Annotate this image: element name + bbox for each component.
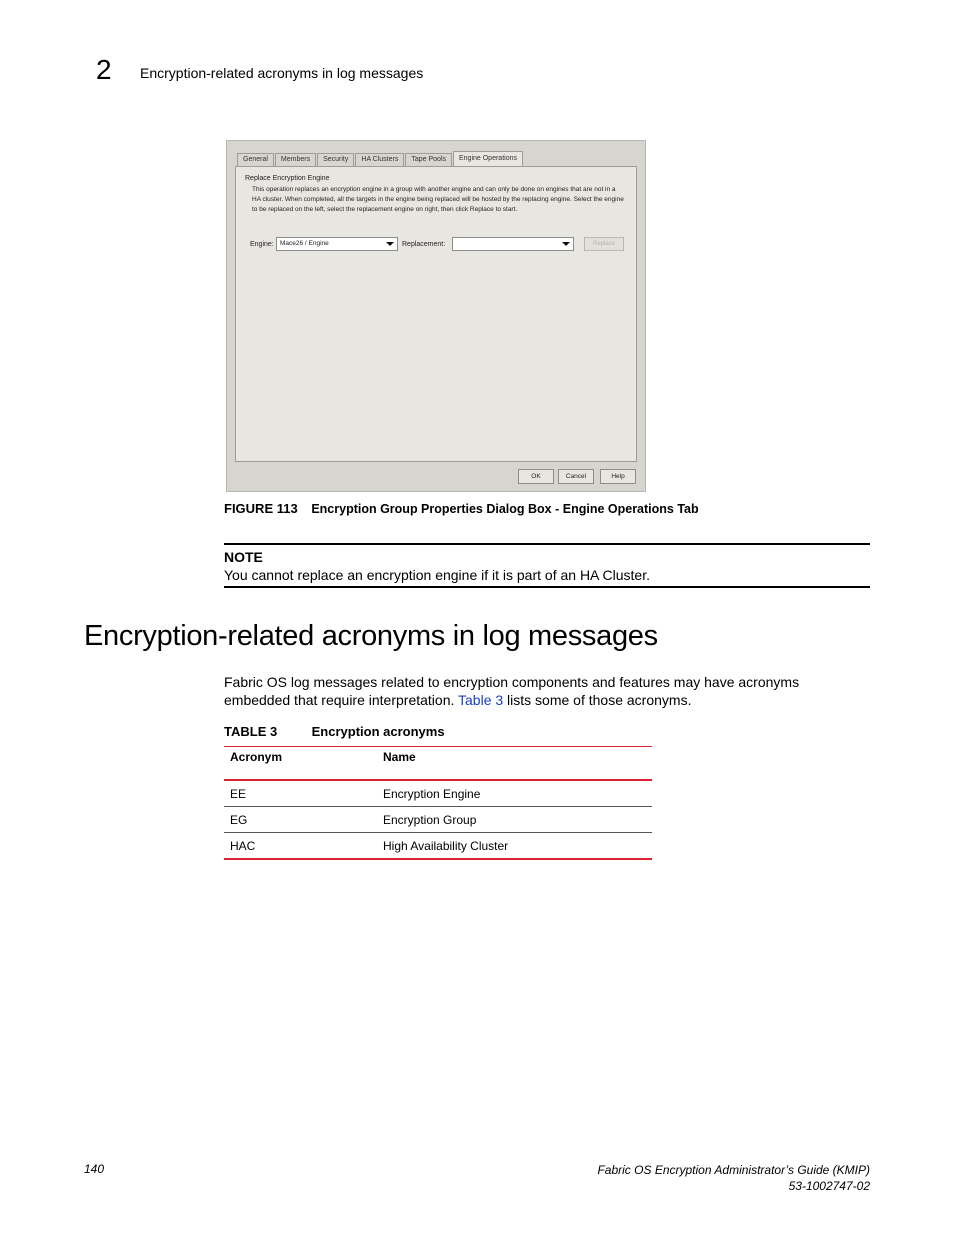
acronym-cell: HAC [230,838,256,853]
name-cell: High Availability Cluster [383,838,509,853]
table-caption-text: Encryption acronyms [311,724,445,739]
help-button[interactable]: Help [600,469,636,484]
engine-operations-panel [235,166,637,462]
replacement-dropdown[interactable] [452,237,574,251]
replace-engine-instructions: This operation replaces an encryption engine in a group with another engine and can only be done on engines that are not in a HA cluster. When completed, all the targets in the engine being replaced will be hosted by the replacing engine. Select the engine to be replaced on the left, select the replacement engine on right, then click Replace to start. [252,186,624,213]
engine-label: Engine: [250,241,274,248]
figure-caption [224,501,699,516]
chevron-down-icon [386,242,394,246]
chevron-down-icon [562,242,570,246]
note-label: NOTE [224,549,263,565]
tab-ha-clusters[interactable]: HA Clusters [355,153,404,166]
tab-tape-pools[interactable]: Tape Pools [405,153,452,166]
tab-general[interactable]: General [237,153,274,166]
page-number: 140 [84,1162,105,1176]
engine-dropdown[interactable] [276,237,398,251]
table-label: TABLE 3 [224,724,278,739]
tab-engine-operations[interactable]: Engine Operations [453,151,523,166]
intro-text-end: lists some of those acronyms. [503,692,692,708]
doc-number: 53-1002747-02 [788,1179,870,1193]
table-row [224,833,652,860]
acronym-cell: EG [230,812,248,827]
doc-title: Fabric OS Encryption Administrator’s Guide (KMIP) [597,1163,870,1177]
figure-label: FIGURE 113 [224,501,298,516]
intro-paragraph [224,673,854,709]
engine-dropdown-value: Mace26 / Engine [280,240,329,247]
figure-caption-text: Encryption Group Properties Dialog Box - Engine Operations Tab [311,502,699,516]
table-row [224,807,652,833]
note-box [224,543,870,588]
table-header-row [224,747,652,781]
intro-text: Fabric OS log messages related to encryption components and features may have acronyms embedded that require interpretation. [224,674,800,708]
tab-strip [237,151,524,167]
replace-button[interactable]: Replace [584,237,624,251]
table-3-link[interactable]: Table 3 [458,692,504,708]
encryption-group-properties-dialog [226,140,646,492]
acronym-cell: EE [230,786,247,801]
column-header-name: Name [383,750,416,764]
replacement-label: Replacement: [402,241,446,248]
tab-security[interactable]: Security [317,153,354,166]
table-caption [224,724,445,739]
column-header-acronym: Acronym [230,750,283,764]
acronyms-table [224,746,652,860]
section-heading: Encryption-related acronyms in log messages [84,620,658,652]
name-cell: Encryption Group [383,812,477,827]
cancel-button[interactable]: Cancel [558,469,594,484]
note-text: You cannot replace an encryption engine if it is part of an HA Cluster. [224,567,650,583]
replace-engine-section-title: Replace Encryption Engine [245,175,330,182]
chapter-number: 2 [96,54,112,85]
ok-button[interactable]: OK [518,469,554,484]
running-head: Encryption-related acronyms in log messages [140,65,424,81]
name-cell: Encryption Engine [383,786,481,801]
table-row [224,780,652,807]
footer-doc-info [597,1162,870,1194]
tab-members[interactable]: Members [275,153,316,166]
